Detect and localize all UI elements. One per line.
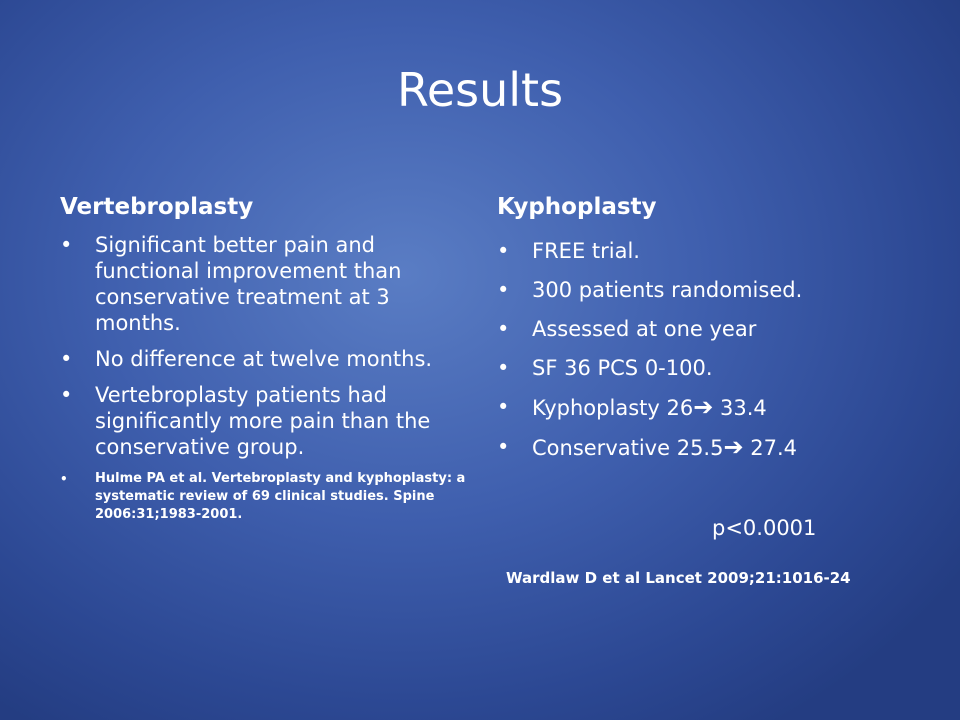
vertebroplasty-heading: Vertebroplasty [60, 194, 254, 220]
kyphoplasty-column [497, 192, 927, 474]
conservative-result-bullet [497, 434, 927, 461]
kyphoplasty-result-bullet [497, 394, 927, 421]
vertebroplasty-bullet: • Vertebroplasty patients had significantly more pain than the conservative group. [60, 382, 470, 460]
vertebroplasty-bullet: • No difference at twelve months. [60, 346, 470, 372]
wardlaw-citation: Wardlaw D et al Lancet 2009;21:1016-24 [506, 569, 851, 587]
kyphoplasty-bullet: • FREE trial. [497, 238, 927, 264]
kyphoplasty-heading: Kyphoplasty [497, 194, 657, 220]
hulme-reference: • Hulme PA et al. Vertebroplasty and kyphoplasty: a systematic review of 69 clinical studies. Spine 2006:31;1983-2001. [60, 470, 470, 524]
kyphoplasty-bullet: • 300 patients randomised. [497, 277, 927, 303]
right-arrow-icon: ➔ [723, 433, 744, 461]
kyphoplasty-bullet-list [497, 238, 927, 461]
p-value: p<0.0001 [712, 516, 817, 540]
vertebroplasty-column [60, 192, 470, 524]
slide-title: Results [396, 63, 564, 117]
conservative-result-label: Conservative 25.5 [532, 436, 724, 460]
conservative-result-value: 27.4 [743, 436, 798, 460]
vertebroplasty-bullet-list [60, 232, 470, 524]
kyphoplasty-bullet: • Assessed at one year [497, 316, 927, 342]
kyphoplasty-result-label: Kyphoplasty 26 [532, 396, 694, 420]
right-arrow-icon: ➔ [693, 393, 714, 421]
kyphoplasty-result-value: 33.4 [713, 396, 767, 420]
vertebroplasty-bullet: • Significant better pain and functional improvement than conservative treatment at 3 months. [60, 232, 470, 336]
kyphoplasty-bullet: • SF 36 PCS 0-100. [497, 355, 927, 381]
